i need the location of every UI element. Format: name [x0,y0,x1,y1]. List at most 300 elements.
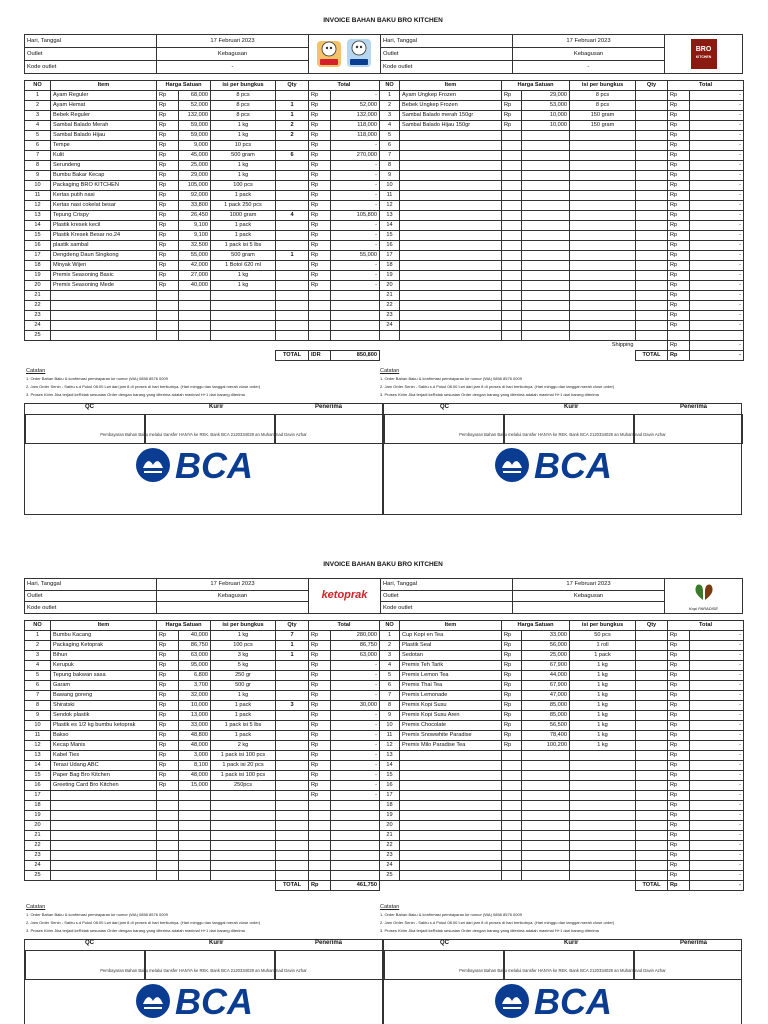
row-total-right: - [690,831,744,841]
row-item: Terasi Udang ABC [51,761,157,771]
row-pack: 8 pcs [211,111,276,121]
penerima-sign-box-right[interactable] [634,414,743,444]
notes-right [380,367,735,399]
row-currency: Rp [157,161,179,171]
row-total-currency-right: Rp [668,741,690,751]
row-qty [276,91,309,101]
row-total-currency-right: Rp [668,781,690,791]
row-pack-right: 1 kg [570,681,636,691]
row-total: - [331,751,380,761]
row-item: Kabel Ties [51,751,157,761]
row-pack-right: 1 kg [570,721,636,731]
row-qty-right [636,681,668,691]
row-total-currency: Rp [309,271,331,281]
bro-kitchen-mascot-logo [309,35,381,74]
row-currency: Rp [157,201,179,211]
row-total-currency: Rp [309,151,331,161]
row-item-right [400,201,502,211]
bro-logo-subtext: KITCHEN [695,55,712,59]
outlet-code-label: Kode outlet [25,61,157,74]
row-no: 17 [25,251,51,261]
row-currency-right [502,781,522,791]
row-item [51,311,157,321]
col-qty: Qty [276,81,309,91]
row-qty-right [636,331,668,341]
row-item: Kulit [51,151,157,161]
row-total: - [331,671,380,681]
row-currency-right [502,791,522,801]
row-pack-right [570,191,636,201]
row-qty-right [636,741,668,751]
row-total-currency [309,291,331,301]
row-qty [276,221,309,231]
row-no-right: 1 [380,631,400,641]
row-total-currency: Rp [309,681,331,691]
row-qty-right [636,711,668,721]
row-currency [157,291,179,301]
row-currency-right: Rp [502,741,522,751]
row-total-currency [309,311,331,321]
row-total-currency-right: Rp [668,201,690,211]
row-pack-right [570,241,636,251]
col-no: NO [25,81,51,91]
row-pack [211,291,276,301]
row-total [331,301,380,311]
row-currency [157,831,179,841]
row-no: 15 [25,231,51,241]
svg-text:BCA: BCA [534,446,612,484]
outlet-code-label-2-right: Kode outlet [381,602,513,614]
row-no: 16 [25,781,51,791]
row-total: 86,750 [331,641,380,651]
note-line-3-right: 3. Proses Kirim Jika terjadi keRidak sesuaian Order dengan barang yang diterima adalah maximal H+1 dari barang diterima [380,392,599,397]
items-table [24,80,744,361]
row-no-right: 19 [380,811,400,821]
row-currency-right [502,261,522,271]
row-qty [276,301,309,311]
row-item: Greeting Card Bro Kitchen [51,781,157,791]
row-total-currency [309,851,331,861]
row-item-right [400,841,502,851]
row-total-currency-right: Rp [668,211,690,221]
row-currency: Rp [157,741,179,751]
row-total-right: - [690,141,744,151]
row-no: 23 [25,311,51,321]
row-qty-right [636,851,668,861]
col-pack-2: isi per bungkus [211,621,276,631]
row-item-right: Premix Thai Tea [400,681,502,691]
row-item: Garam [51,681,157,691]
row-pack-right: 1 pack [570,651,636,661]
row-no-right: 13 [380,751,400,761]
row-currency: Rp [157,181,179,191]
row-pack-right [570,261,636,271]
row-qty-right [636,191,668,201]
table-row [25,301,744,311]
qc-sign-box-right[interactable] [384,414,504,444]
row-price [179,811,211,821]
row-item-right [400,171,502,181]
row-total-currency [309,821,331,831]
row-currency-right [502,771,522,781]
row-pack: 100 pcs [211,181,276,191]
table-row [25,641,744,651]
note-line-1-2: 1. Order Bahan Baku & konfirmasi pembayaran ke nomor (WA) 0858 8576 0009 [26,912,168,917]
row-qty [276,231,309,241]
row-qty [276,861,309,871]
row-pack: 1 pack [211,221,276,231]
row-total-currency: Rp [309,741,331,751]
row-currency [157,871,179,881]
row-pack-right [570,171,636,181]
row-qty [276,721,309,731]
table-row [25,331,744,341]
row-price-right: 47,000 [522,691,570,701]
row-total-currency-right: Rp [668,281,690,291]
row-qty-right [636,871,668,881]
row-currency-right [502,281,522,291]
row-qty [276,811,309,821]
row-no-right: 6 [380,141,400,151]
row-total-currency-right: Rp [668,311,690,321]
row-no: 25 [25,871,51,881]
table-row [25,651,744,661]
bca-logo [135,446,275,484]
table-row [25,171,744,181]
row-currency [157,791,179,801]
row-pack: 2 kg [211,741,276,751]
row-item-right [400,851,502,861]
row-total-currency-right: Rp [668,301,690,311]
row-price-right [522,781,570,791]
qc-sign-box-2[interactable] [25,950,145,980]
outlet-code-label-right: Kode outlet [381,61,513,74]
row-price: 10,000 [179,701,211,711]
row-currency-right: Rp [502,631,522,641]
row-item-right [400,181,502,191]
row-no-right: 17 [380,251,400,261]
penerima-sign-box[interactable] [275,414,384,444]
row-total-currency: Rp [309,101,331,111]
row-qty [276,191,309,201]
row-price [179,301,211,311]
kopi-logo-text: Kopi PARADISE [688,605,719,611]
notes-label: Catatan [26,368,46,374]
row-total-right: - [690,161,744,171]
row-pack-right: 1 roll [570,641,636,651]
penerima-sign-box-2-right[interactable] [634,950,742,980]
row-currency-right [502,311,522,321]
row-pack-right [570,311,636,321]
row-pack [211,831,276,841]
row-item: Kertas putih nasi [51,191,157,201]
row-item: Kertas nasi cokelat besar [51,201,157,211]
row-total-right: - [690,631,744,641]
row-no: 2 [25,641,51,651]
row-item: Plastik Kresek Besar no.24 [51,231,157,241]
row-item: Bawang goreng [51,691,157,701]
row-item-right: Premix Milo Paradise Tea [400,741,502,751]
outlet-code-value-2 [157,602,309,614]
row-currency-right [502,871,522,881]
payment-info-2-right: Pembayaran Bahan Baku melalui transfer HANYA ke REK. Bank BCA 2120334029 an Muhammad Davin Azhar [459,968,666,973]
row-item: Premix Seasoning Basic [51,271,157,281]
row-total [331,871,380,881]
row-total: - [331,771,380,781]
items-table-2 [24,620,744,891]
notes-label-right: Catatan [380,368,400,374]
row-total: - [331,791,380,801]
row-pack-right [570,281,636,291]
total-currency-right: Rp [668,351,690,361]
table-row [25,201,744,211]
row-pack: 250pcs [211,781,276,791]
col-total-2: Total [309,621,380,631]
row-no: 9 [25,171,51,181]
row-currency: Rp [157,261,179,271]
table-row [25,111,744,121]
row-item: Minyak Wijen [51,261,157,271]
row-pack-right [570,781,636,791]
row-no: 13 [25,211,51,221]
row-qty [276,201,309,211]
row-qty [276,171,309,181]
row-total-currency-right: Rp [668,711,690,721]
date-label-2-right: Hari, Tanggal [381,579,513,591]
row-price: 40,000 [179,281,211,291]
sign-half-left-2 [24,939,383,1024]
row-price: 95,000 [179,661,211,671]
row-no-right: 20 [380,821,400,831]
row-currency: Rp [157,121,179,131]
row-total-right: - [690,801,744,811]
note-line-2-right: 2. Jam Order Senin - Sabtu s.d Pukul 08.00 Lwt dari jam 8 di proses di hari berikutnya. (Hari minggu dan tanggal merah close order) [380,384,615,389]
row-total-currency-right: Rp [668,231,690,241]
row-pack-right: 1 kg [570,731,636,741]
row-no-right: 7 [380,691,400,701]
row-price-right [522,801,570,811]
row-total-right: - [690,641,744,651]
total-row [25,881,744,891]
row-total: 118,000 [331,131,380,141]
row-item [51,841,157,851]
row-qty [276,311,309,321]
row-no: 18 [25,261,51,271]
row-no: 13 [25,751,51,761]
col-item-2: Item [51,621,157,631]
row-item-right: Premix Chocolate [400,721,502,731]
row-qty-right [636,701,668,711]
penerima-sign-box-2[interactable] [275,950,384,980]
row-item-right [400,771,502,781]
qc-sign-box[interactable] [25,414,145,444]
invoice-ketoprak-kopi [24,560,742,891]
row-pack: 1 pack isi 5 lbs [211,241,276,251]
row-item-right: Sambal Balado merah 150gr [400,111,502,121]
row-price-right [522,211,570,221]
outlet-code-value-2-right [513,602,665,614]
note-line-2-2-right: 2. Jam Order Senin - Sabtu s.d Pukul 08.00 Lwt dari jam 8 di proses di hari berikutnya. (Hari minggu dan tanggal merah close order) [380,920,615,925]
row-total-currency: Rp [309,131,331,141]
row-item: Bebek Reguler [51,111,157,121]
row-price-right [522,271,570,281]
row-qty-right [636,151,668,161]
row-pack-right [570,201,636,211]
row-pack [211,811,276,821]
row-pack [211,841,276,851]
row-total-right: - [690,201,744,211]
row-item-right [400,871,502,881]
row-total-right: - [690,241,744,251]
row-currency-right [502,151,522,161]
row-qty [276,831,309,841]
row-price-right: 100,200 [522,741,570,751]
row-total-currency-right: Rp [668,701,690,711]
table-row [25,791,744,801]
kurir-sign-box-right[interactable] [504,414,634,444]
row-currency: Rp [157,701,179,711]
row-qty-right [636,131,668,141]
row-total-right: - [690,111,744,121]
row-pack-right [570,831,636,841]
row-pack [211,851,276,861]
row-qty-right [636,651,668,661]
row-currency-right [502,761,522,771]
table-row [25,231,744,241]
row-pack-right [570,131,636,141]
row-total-right: - [690,211,744,221]
row-pack-right [570,231,636,241]
row-total-currency-right: Rp [668,321,690,331]
kurir-sign-box[interactable] [145,414,275,444]
row-price: 6,800 [179,671,211,681]
row-currency-right: Rp [502,91,522,101]
row-total-currency: Rp [309,671,331,681]
row-total: - [331,171,380,181]
kurir-label-2: Kurir [209,940,224,946]
col-no-2: NO [25,621,51,631]
bca-logo-2-right [494,982,634,1020]
row-currency-right: Rp [502,721,522,731]
table-row [25,761,744,771]
row-qty-right [636,141,668,151]
col-item-right: Item [400,81,502,91]
col-price: Harga Satuan [157,81,211,91]
outlet-label-2-right: Outlet [381,590,513,602]
ketoprak-logo-text: ketoprak [321,589,368,601]
row-qty-right [636,221,668,231]
row-total-right: - [690,291,744,301]
row-total-currency [309,321,331,331]
row-no: 6 [25,141,51,151]
row-pack: 1 Botol 620 ml [211,261,276,271]
row-price-right [522,871,570,881]
row-currency [157,321,179,331]
row-pack-right [570,211,636,221]
row-total-currency [309,861,331,871]
row-no-right: 8 [380,161,400,171]
row-qty [276,801,309,811]
row-total: - [331,191,380,201]
qc-sign-box-2-right[interactable] [384,950,504,980]
row-no: 15 [25,771,51,781]
row-total-right: - [690,701,744,711]
row-price [179,791,211,801]
row-price: 9,100 [179,221,211,231]
row-total: - [331,781,380,791]
row-total-currency: Rp [309,641,331,651]
row-total-currency-right: Rp [668,691,690,701]
row-qty [276,871,309,881]
row-pack-right [570,771,636,781]
row-pack: 1 kg [211,631,276,641]
row-pack: 1 pack [211,191,276,201]
row-item: Packaging BRO KITCHEN [51,181,157,191]
bro-kitchen-logo [665,35,743,74]
row-no: 22 [25,841,51,851]
row-pack-right [570,291,636,301]
note-line-1: 1. Order Bahan Baku & konfirmasi pembayaran ke nomor (WA) 0858 8576 0009 [26,376,168,381]
row-price: 3,700 [179,681,211,691]
table-row [25,841,744,851]
row-no-right: 10 [380,721,400,731]
kurir-sign-box-2-right[interactable] [504,950,634,980]
row-currency-right [502,161,522,171]
row-qty-right [636,291,668,301]
row-currency [157,821,179,831]
row-no: 3 [25,111,51,121]
row-total-currency: Rp [309,161,331,171]
row-pack: 1 kg [211,171,276,181]
row-pack-right [570,821,636,831]
row-total: 118,000 [331,121,380,131]
row-pack-right [570,141,636,151]
row-currency: Rp [157,251,179,261]
row-total-currency-right: Rp [668,261,690,271]
col-price-right: Harga Satuan [502,81,570,91]
invoice-title-2: INVOICE BAHAN BAKU BRO KITCHEN [323,561,443,568]
row-qty [276,741,309,751]
row-currency-right [502,831,522,841]
row-qty-right [636,661,668,671]
row-pack-right [570,331,636,341]
notes-left-2 [26,903,381,935]
row-total: - [331,221,380,231]
col-item-2-right: Item [400,621,502,631]
row-total-currency-right: Rp [668,721,690,731]
bca-logo-2 [135,982,275,1020]
notes-label-2: Catatan [26,904,46,910]
row-item-right [400,331,502,341]
row-total-right: - [690,281,744,291]
row-total: - [331,141,380,151]
row-price: 32,000 [179,691,211,701]
row-no-right: 18 [380,261,400,271]
row-pack [211,311,276,321]
kurir-sign-box-2[interactable] [145,950,275,980]
row-price-right: 67,900 [522,661,570,671]
row-price-right [522,771,570,781]
row-total: - [331,691,380,701]
row-item: Kerupuk [51,661,157,671]
row-total: - [331,721,380,731]
row-currency-right [502,231,522,241]
row-currency: Rp [157,691,179,701]
row-pack-right [570,161,636,171]
row-pack: 1 pack isi 5 lbs [211,721,276,731]
row-pack-right [570,751,636,761]
row-qty: 3 [276,701,309,711]
